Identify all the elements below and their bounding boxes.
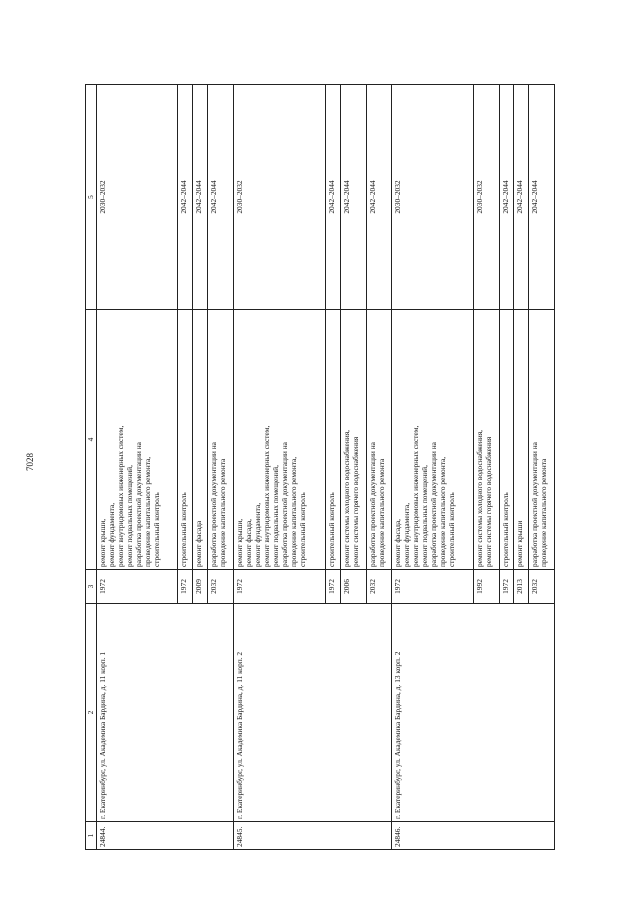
- column-header: 4: [86, 310, 97, 570]
- object-number: 24845.: [233, 822, 392, 850]
- work-types-cell: ремонт крыши: [514, 310, 529, 570]
- work-types-cell: ремонт системы холодного водоснабжения, ремонт системы горячего водоснабжения: [473, 310, 499, 570]
- object-address: г. Екатеринбург, ул. Академика Бардина, д. 11 корп. 2: [233, 604, 392, 822]
- period-cell: 2042–2044: [178, 85, 193, 310]
- period-cell: 2042–2044: [529, 85, 555, 310]
- period-cell: 2042–2044: [193, 85, 208, 310]
- year-cell: 2032: [207, 570, 233, 604]
- work-types-cell: строительный контроль: [499, 310, 514, 570]
- work-types-cell: строительный контроль: [325, 310, 340, 570]
- period-cell: 2042–2044: [207, 85, 233, 310]
- page-number: 7028: [25, 453, 35, 471]
- year-cell: 1972: [392, 570, 473, 604]
- object-address: г. Екатеринбург, ул. Академика Бардина, д. 11 корп. 1: [97, 604, 234, 822]
- period-cell: 2042–2044: [325, 85, 340, 310]
- column-header: 2: [86, 604, 97, 822]
- capital-repair-table-frame: [85, 85, 555, 850]
- period-cell: 2042–2044: [514, 85, 529, 310]
- column-header: 5: [86, 85, 97, 310]
- period-cell: 2030–2032: [97, 85, 178, 310]
- year-cell: 2032: [366, 570, 392, 604]
- year-cell: 1972: [233, 570, 325, 604]
- object-number: 24844.: [97, 822, 234, 850]
- period-cell: 2030–2032: [392, 85, 473, 310]
- capital-repair-table: [85, 84, 555, 850]
- object-number: 24846.: [392, 822, 555, 850]
- work-types-cell: ремонт системы холодного водоснабжения, ремонт системы горячего водоснабжения: [340, 310, 366, 570]
- period-cell: 2030–2032: [473, 85, 499, 310]
- column-header: 3: [86, 570, 97, 604]
- year-cell: 1972: [499, 570, 514, 604]
- column-header: 1: [86, 822, 97, 850]
- table-header-row: [86, 85, 97, 850]
- table-row: [392, 85, 473, 850]
- period-cell: 2042–2044: [366, 85, 392, 310]
- year-cell: 1972: [97, 570, 178, 604]
- period-cell: 2042–2044: [340, 85, 366, 310]
- year-cell: 1972: [325, 570, 340, 604]
- work-types-cell: разработка проектной документации на проведение капитального ремонта: [366, 310, 392, 570]
- work-types-cell: ремонт фасада: [193, 310, 208, 570]
- table-body: [97, 85, 555, 850]
- period-cell: 2042–2044: [499, 85, 514, 310]
- work-types-cell: разработка проектной документации на проведение капитального ремонта: [529, 310, 555, 570]
- period-cell: 2030–2032: [233, 85, 325, 310]
- year-cell: 1972: [178, 570, 193, 604]
- year-cell: 2032: [529, 570, 555, 604]
- year-cell: 2006: [340, 570, 366, 604]
- object-address: г. Екатеринбург, ул. Академика Бардина, д. 13 корп. 2: [392, 604, 555, 822]
- work-types-cell: ремонт крыши, ремонт фундамента, ремонт внутридомовых инженерных систем, ремонт подвальных помещений, разработка проектной документации на проведение капитального ремонта, строительный контроль: [97, 310, 178, 570]
- table-row: [97, 85, 178, 850]
- year-cell: 2009: [193, 570, 208, 604]
- work-types-cell: ремонт фасада, ремонт фундамента, ремонт внутридомовых инженерных систем, ремонт подвальных помещений, разработка проектной документации на проведение капитального ремонта, строительный контроль: [392, 310, 473, 570]
- year-cell: 2013: [514, 570, 529, 604]
- work-types-cell: строительный контроль: [178, 310, 193, 570]
- work-types-cell: ремонт крыши, ремонт фасада, ремонт фундамента, ремонт внутридомовых инженерных систем, ремонт подвальных помещений, разработка проектной документации на проведение капитального ремонта, строительный контроль: [233, 310, 325, 570]
- table-row: [233, 85, 325, 850]
- work-types-cell: разработка проектной документации на проведение капитального ремонта: [207, 310, 233, 570]
- year-cell: 1992: [473, 570, 499, 604]
